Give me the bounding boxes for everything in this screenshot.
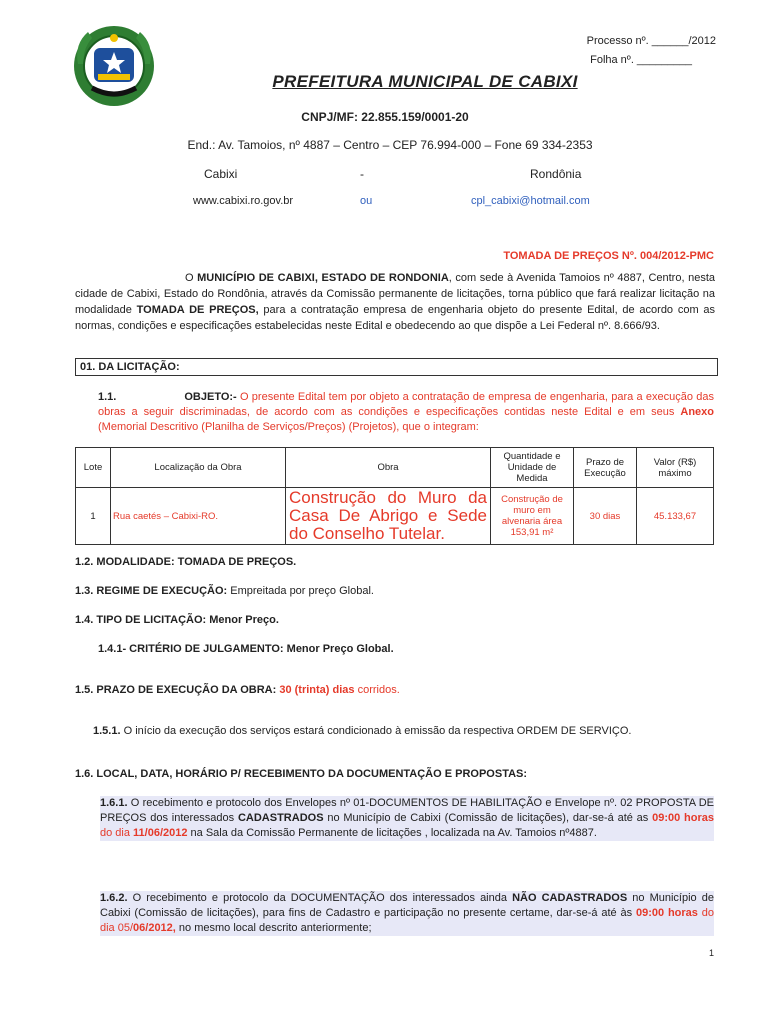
header-lote: Lote <box>76 448 111 488</box>
cell-lote: 1 <box>76 488 111 545</box>
cell-localizacao: Rua caetés – Cabixi-RO. <box>111 488 286 545</box>
section-1-6-2: 1.6.2. O recebimento e protocolo da DOCUMENTAÇÃO dos interessados ainda NÃO CADASTRADOS no Município de Cabixi (Comissão de licitações), para fins de Cadastro e participação no presente certame, dar-se-á até às 09:00 horas do dia 05/06/2012, no mesmo local descrito anteriormente; <box>100 892 714 934</box>
header-localizacao: Localização da Obra <box>111 448 286 488</box>
address: End.: Av. Tamoios, nº 4887 – Centro – CEP 76.994-000 – Fone 69 334-2353 <box>187 138 593 152</box>
table-row <box>76 488 714 545</box>
cell-obra: Construção do Muro da Casa De Abrigo e Sede do Conselho Tutelar. <box>286 488 491 545</box>
processo-number: Processo nº. ______/2012 <box>586 35 716 47</box>
page-number: 1 <box>708 948 714 958</box>
folha-number: Folha nº. _________ <box>590 54 692 66</box>
obras-table <box>75 447 714 545</box>
section-1-4-1: 1.4.1- CRITÉRIO DE JULGAMENTO: Menor Preço Global. <box>98 643 394 655</box>
table-header-row <box>76 448 714 488</box>
coat-of-arms-seal <box>72 24 156 108</box>
separator-dash: - <box>360 167 364 181</box>
header-obra: Obra <box>286 448 491 488</box>
header-prazo: Prazo de Execução <box>574 448 637 488</box>
state: Rondônia <box>530 167 582 181</box>
section-01-heading: 01. DA LICITAÇÃO: <box>75 358 718 376</box>
objeto-paragraph: 1.1. OBJETO:- O presente Edital tem por objeto a contratação de empresa de engenharia, para a execução das obras a seguir discriminadas, de acordo com as condições e especificações contidas neste Edital e em seus Anexo (Memorial Descritivo (Planilha de Serviços/Preços) (Projetos), que o integram: <box>98 391 714 433</box>
ou-text: ou <box>360 195 373 207</box>
cell-valor: 45.133,67 <box>637 488 714 545</box>
email-link[interactable]: cpl_cabixi@hotmail.com <box>471 195 590 207</box>
intro-paragraph: O MUNICÍPIO DE CABIXI, ESTADO DE RONDONIA, com sede à Avenida Tamoios nº 4887, Centro, nesta cidade de Cabixi, Estado do Rondônia, através da Comissão permanente de licitações, torna público que fará realizar licitação na modalidade TOMADA DE PREÇOS, para a contratação empresa de engenharia objeto do presente Edital, de acordo com as normas, condições e especificações estabelecidas neste Edital e obedecendo ao que dispõe a Lei Federal nº. 8.666/93. <box>75 272 715 332</box>
cnpj: CNPJ/MF: 22.855.159/0001-20 <box>301 110 469 124</box>
section-1-5: 1.5. PRAZO DE EXECUÇÃO DA OBRA: 30 (trinta) dias corridos. <box>75 684 400 696</box>
website[interactable]: www.cabixi.ro.gov.br <box>193 195 294 207</box>
header-quantidade: Quantidade e Unidade de Medida <box>491 448 574 488</box>
page-title: PREFEITURA MUNICIPAL DE CABIXI <box>272 72 578 91</box>
section-1-6-1: 1.6.1. O recebimento e protocolo dos Envelopes nº 01-DOCUMENTOS DE HABILITAÇÃO e Envelope nº. 02 PROPOSTA DE PREÇOS dos interessados CADASTRADOS no Município de Cabixi (Comissão de licitações), dar-se-á até as 09:00 horas do dia 11/06/2012 na Sala da Comissão Permanente de licitações , localizada na Av. Tamoios nº4887. <box>100 797 714 839</box>
city: Cabixi <box>204 167 238 181</box>
section-1-5-1: 1.5.1. O início da execução dos serviços estará condicionado à emissão da respectiva ORDEM DE SERVIÇO. <box>93 725 632 737</box>
section-1-3: 1.3. REGIME DE EXECUÇÃO: Empreitada por preço Global. <box>75 585 374 597</box>
cell-prazo: 30 dias <box>574 488 637 545</box>
cell-quantidade: Construção de muro em alvenaria área 153,91 m² <box>491 488 574 545</box>
section-1-4: 1.4. TIPO DE LICITAÇÃO: Menor Preço. <box>75 614 279 626</box>
section-1-2: 1.2. MODALIDADE: TOMADA DE PREÇOS. <box>75 556 297 568</box>
section-1-6: 1.6. LOCAL, DATA, HORÁRIO P/ RECEBIMENTO DA DOCUMENTAÇÃO E PROPOSTAS: <box>75 768 528 780</box>
header-valor: Valor (R$) máximo <box>637 448 714 488</box>
tomada-de-precos-number: TOMADA DE PREÇOS Nº. 004/2012-PMC <box>503 250 714 262</box>
